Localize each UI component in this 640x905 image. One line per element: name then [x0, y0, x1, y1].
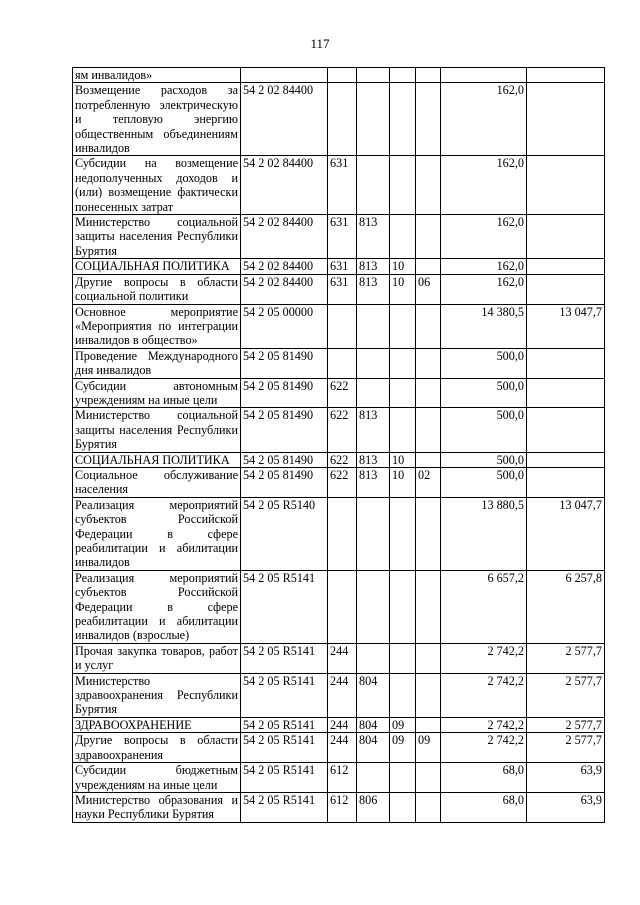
- subsection-code-cell: [416, 259, 441, 274]
- amount-year-2-cell: [527, 378, 605, 408]
- subsection-code-cell: [416, 643, 441, 673]
- table-row: [73, 763, 605, 793]
- amount-year-1-cell: 14 380,5: [441, 304, 527, 348]
- administrator-code-cell: [357, 348, 390, 378]
- expense-type-code-cell: 631: [328, 156, 357, 215]
- expense-type-code-cell: 631: [328, 215, 357, 259]
- target-article-code-cell: 54 2 02 84400: [241, 83, 328, 156]
- administrator-code-cell: [357, 304, 390, 348]
- administrator-code-cell: [357, 643, 390, 673]
- item-name-cell: СОЦИАЛЬНАЯ ПОЛИТИКА: [73, 259, 241, 274]
- target-article-code-cell: 54 2 05 R5141: [241, 673, 328, 717]
- table-row: [73, 378, 605, 408]
- subsection-code-cell: [416, 673, 441, 717]
- amount-year-1-cell: 500,0: [441, 467, 527, 497]
- section-code-cell: 10: [390, 274, 416, 304]
- target-article-code-cell: 54 2 05 81490: [241, 408, 328, 452]
- item-name-cell: Субсидии автономным учреждениям на иные цели: [73, 378, 241, 408]
- amount-year-1-cell: 500,0: [441, 408, 527, 452]
- amount-year-1-cell: 2 742,2: [441, 733, 527, 763]
- administrator-code-cell: 813: [357, 467, 390, 497]
- subsection-code-cell: [416, 378, 441, 408]
- table-row: [73, 673, 605, 717]
- amount-year-1-cell: 500,0: [441, 348, 527, 378]
- subsection-code-cell: [416, 156, 441, 215]
- table-row: [73, 497, 605, 570]
- subsection-code-cell: 06: [416, 274, 441, 304]
- amount-year-2-cell: 63,9: [527, 792, 605, 822]
- item-name-cell: Реализация мероприятий субъектов Российской Федерации в сфере реабилитации и абилитации инвалидов: [73, 497, 241, 570]
- expense-type-code-cell: 631: [328, 274, 357, 304]
- budget-table-body: [73, 68, 605, 823]
- administrator-code-cell: 804: [357, 733, 390, 763]
- item-name-cell: СОЦИАЛЬНАЯ ПОЛИТИКА: [73, 452, 241, 467]
- amount-year-1-cell: 500,0: [441, 378, 527, 408]
- expense-type-code-cell: 244: [328, 733, 357, 763]
- table-row: [73, 274, 605, 304]
- amount-year-2-cell: 2 577,7: [527, 733, 605, 763]
- item-name-cell: Субсидии бюджетным учреждениям на иные цели: [73, 763, 241, 793]
- item-name-cell: Министерство здравоохранения Республики Бурятия: [73, 673, 241, 717]
- administrator-code-cell: [357, 570, 390, 643]
- amount-year-1-cell: 162,0: [441, 259, 527, 274]
- table-row: [73, 215, 605, 259]
- amount-year-1-cell: 2 742,2: [441, 643, 527, 673]
- expense-type-code-cell: 622: [328, 408, 357, 452]
- amount-year-1-cell: 162,0: [441, 83, 527, 156]
- section-code-cell: [390, 348, 416, 378]
- table-row: [73, 643, 605, 673]
- table-row: [73, 467, 605, 497]
- table-row: [73, 68, 605, 83]
- section-code-cell: 10: [390, 452, 416, 467]
- table-row: [73, 304, 605, 348]
- item-name-cell: Социальное обслуживание населения: [73, 467, 241, 497]
- expense-type-code-cell: 622: [328, 467, 357, 497]
- amount-year-1-cell: [441, 68, 527, 83]
- amount-year-1-cell: 6 657,2: [441, 570, 527, 643]
- amount-year-1-cell: 68,0: [441, 763, 527, 793]
- target-article-code-cell: 54 2 05 R5141: [241, 570, 328, 643]
- section-code-cell: [390, 378, 416, 408]
- amount-year-2-cell: [527, 408, 605, 452]
- amount-year-2-cell: [527, 259, 605, 274]
- item-name-cell: ЗДРАВООХРАНЕНИЕ: [73, 717, 241, 732]
- administrator-code-cell: [357, 378, 390, 408]
- item-name-cell: Другие вопросы в области здравоохранения: [73, 733, 241, 763]
- administrator-code-cell: [357, 83, 390, 156]
- section-code-cell: [390, 83, 416, 156]
- amount-year-1-cell: 500,0: [441, 452, 527, 467]
- table-row: [73, 408, 605, 452]
- amount-year-2-cell: [527, 83, 605, 156]
- expense-type-code-cell: 612: [328, 792, 357, 822]
- section-code-cell: [390, 792, 416, 822]
- table-row: [73, 348, 605, 378]
- administrator-code-cell: 813: [357, 215, 390, 259]
- amount-year-1-cell: 68,0: [441, 792, 527, 822]
- amount-year-2-cell: [527, 215, 605, 259]
- amount-year-1-cell: 2 742,2: [441, 717, 527, 732]
- expense-type-code-cell: [328, 304, 357, 348]
- target-article-code-cell: [241, 68, 328, 83]
- administrator-code-cell: 804: [357, 673, 390, 717]
- subsection-code-cell: 02: [416, 467, 441, 497]
- budget-table: [72, 67, 605, 823]
- subsection-code-cell: [416, 348, 441, 378]
- administrator-code-cell: 813: [357, 259, 390, 274]
- expense-type-code-cell: 631: [328, 259, 357, 274]
- amount-year-1-cell: 162,0: [441, 215, 527, 259]
- table-row: [73, 452, 605, 467]
- amount-year-1-cell: 2 742,2: [441, 673, 527, 717]
- administrator-code-cell: 813: [357, 274, 390, 304]
- section-code-cell: [390, 763, 416, 793]
- target-article-code-cell: 54 2 05 81490: [241, 348, 328, 378]
- subsection-code-cell: [416, 497, 441, 570]
- target-article-code-cell: 54 2 05 81490: [241, 467, 328, 497]
- amount-year-1-cell: 162,0: [441, 156, 527, 215]
- section-code-cell: [390, 570, 416, 643]
- target-article-code-cell: 54 2 02 84400: [241, 274, 328, 304]
- amount-year-2-cell: 2 577,7: [527, 643, 605, 673]
- item-name-cell: Министерство социальной защиты населения Республики Бурятия: [73, 215, 241, 259]
- subsection-code-cell: [416, 83, 441, 156]
- amount-year-2-cell: [527, 348, 605, 378]
- subsection-code-cell: [416, 717, 441, 732]
- expense-type-code-cell: 244: [328, 643, 357, 673]
- section-code-cell: 10: [390, 259, 416, 274]
- subsection-code-cell: [416, 215, 441, 259]
- target-article-code-cell: 54 2 05 R5141: [241, 792, 328, 822]
- administrator-code-cell: [357, 497, 390, 570]
- target-article-code-cell: 54 2 05 R5141: [241, 643, 328, 673]
- item-name-cell: Другие вопросы в области социальной политики: [73, 274, 241, 304]
- table-row: [73, 733, 605, 763]
- expense-type-code-cell: 612: [328, 763, 357, 793]
- amount-year-2-cell: 13 047,7: [527, 304, 605, 348]
- subsection-code-cell: [416, 304, 441, 348]
- target-article-code-cell: 54 2 02 84400: [241, 156, 328, 215]
- subsection-code-cell: [416, 408, 441, 452]
- amount-year-2-cell: [527, 156, 605, 215]
- section-code-cell: [390, 215, 416, 259]
- section-code-cell: 10: [390, 467, 416, 497]
- target-article-code-cell: 54 2 05 81490: [241, 452, 328, 467]
- section-code-cell: [390, 68, 416, 83]
- expense-type-code-cell: 622: [328, 378, 357, 408]
- table-row: [73, 792, 605, 822]
- subsection-code-cell: [416, 570, 441, 643]
- item-name-cell: Реализация мероприятий субъектов Российской Федерации в сфере реабилитации и абилитации инвалидов (взрослые): [73, 570, 241, 643]
- section-code-cell: [390, 673, 416, 717]
- administrator-code-cell: 804: [357, 717, 390, 732]
- item-name-cell: Проведение Международного дня инвалидов: [73, 348, 241, 378]
- table-row: [73, 570, 605, 643]
- subsection-code-cell: [416, 792, 441, 822]
- item-name-cell: Министерство образования и науки Республики Бурятия: [73, 792, 241, 822]
- page-number: 117: [310, 36, 330, 51]
- table-row: [73, 717, 605, 732]
- item-name-cell: Возмещение расходов за потребленную электрическую и тепловую энергию общественным объединениям инвалидов: [73, 83, 241, 156]
- target-article-code-cell: 54 2 05 R5141: [241, 733, 328, 763]
- section-code-cell: [390, 156, 416, 215]
- administrator-code-cell: 806: [357, 792, 390, 822]
- amount-year-2-cell: [527, 274, 605, 304]
- target-article-code-cell: 54 2 02 84400: [241, 215, 328, 259]
- expense-type-code-cell: [328, 497, 357, 570]
- target-article-code-cell: 54 2 05 R5141: [241, 763, 328, 793]
- amount-year-2-cell: 6 257,8: [527, 570, 605, 643]
- amount-year-2-cell: 63,9: [527, 763, 605, 793]
- expense-type-code-cell: 244: [328, 717, 357, 732]
- expense-type-code-cell: [328, 68, 357, 83]
- subsection-code-cell: [416, 452, 441, 467]
- section-code-cell: [390, 408, 416, 452]
- section-code-cell: 09: [390, 717, 416, 732]
- administrator-code-cell: [357, 763, 390, 793]
- amount-year-1-cell: 13 880,5: [441, 497, 527, 570]
- section-code-cell: 09: [390, 733, 416, 763]
- amount-year-1-cell: 162,0: [441, 274, 527, 304]
- administrator-code-cell: 813: [357, 408, 390, 452]
- amount-year-2-cell: 2 577,7: [527, 717, 605, 732]
- amount-year-2-cell: 13 047,7: [527, 497, 605, 570]
- target-article-code-cell: 54 2 05 81490: [241, 378, 328, 408]
- section-code-cell: [390, 643, 416, 673]
- section-code-cell: [390, 497, 416, 570]
- target-article-code-cell: 54 2 05 00000: [241, 304, 328, 348]
- target-article-code-cell: 54 2 05 R5140: [241, 497, 328, 570]
- amount-year-2-cell: [527, 68, 605, 83]
- expense-type-code-cell: 244: [328, 673, 357, 717]
- administrator-code-cell: 813: [357, 452, 390, 467]
- item-name-cell: Основное мероприятие «Мероприятия по интеграции инвалидов в общество»: [73, 304, 241, 348]
- item-name-cell: ям инвалидов»: [73, 68, 241, 83]
- section-code-cell: [390, 304, 416, 348]
- item-name-cell: Субсидии на возмещение недополученных доходов и (или) возмещение фактически понесенных затрат: [73, 156, 241, 215]
- expense-type-code-cell: [328, 83, 357, 156]
- administrator-code-cell: [357, 68, 390, 83]
- item-name-cell: Министерство социальной защиты населения Республики Бурятия: [73, 408, 241, 452]
- table-row: [73, 83, 605, 156]
- expense-type-code-cell: [328, 348, 357, 378]
- table-row: [73, 259, 605, 274]
- table-row: [73, 156, 605, 215]
- amount-year-2-cell: [527, 452, 605, 467]
- item-name-cell: Прочая закупка товаров, работ и услуг: [73, 643, 241, 673]
- target-article-code-cell: 54 2 05 R5141: [241, 717, 328, 732]
- expense-type-code-cell: 622: [328, 452, 357, 467]
- subsection-code-cell: [416, 68, 441, 83]
- subsection-code-cell: [416, 763, 441, 793]
- subsection-code-cell: 09: [416, 733, 441, 763]
- amount-year-2-cell: 2 577,7: [527, 673, 605, 717]
- expense-type-code-cell: [328, 570, 357, 643]
- administrator-code-cell: [357, 156, 390, 215]
- amount-year-2-cell: [527, 467, 605, 497]
- target-article-code-cell: 54 2 02 84400: [241, 259, 328, 274]
